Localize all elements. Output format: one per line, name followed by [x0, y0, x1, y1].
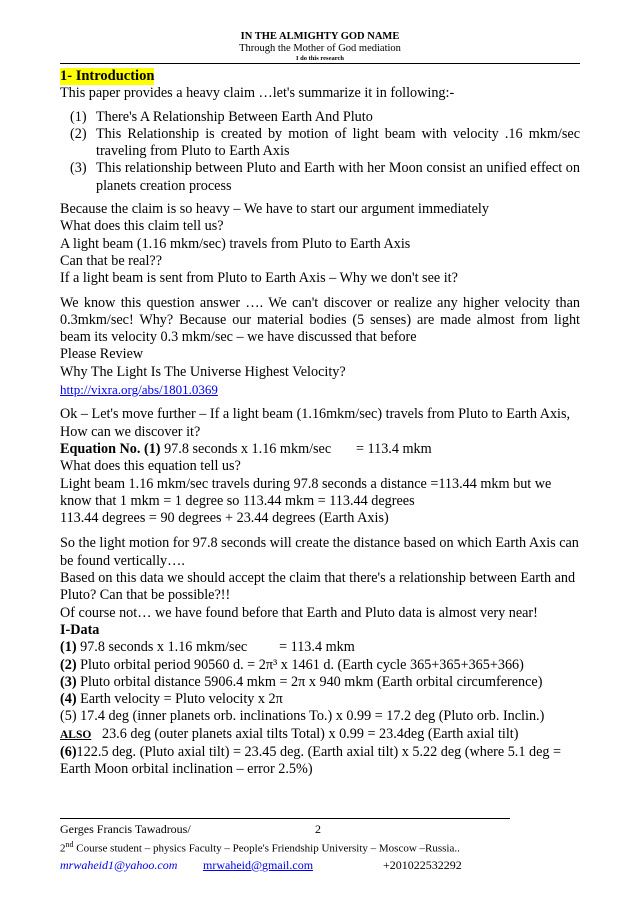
intro-sentence: This paper provides a heavy claim …let's summarize it in following:-: [60, 85, 455, 102]
equation-1: Equation No. (1) 97.8 seconds x 1.16 mkm/sec = 113.4 mkm: [60, 440, 432, 457]
idata-row: (6)122.5 deg. (Pluto axial tilt) = 23.45 deg. (Earth axial tilt) x 5.22 deg (where 5.1 deg = Earth Moon orbital inclination – error 2.5%): [60, 743, 562, 778]
page-header: [60, 30, 580, 63]
claim-item: (3) This relationship between Pluto and Earth with her Moon consist an unified effect on planets creation process: [70, 160, 580, 194]
footer-divider: [60, 818, 510, 819]
footer-affiliation: 2nd Course student – physics Faculty – People's Friendship University – Moscow –Russia..: [60, 840, 460, 855]
claim-item: (2) This Relationship is created by motion of light beam with velocity .16 mkm/sec traveling from Pluto to Earth Axis: [70, 125, 580, 160]
paragraph-velocity: We know this question answer …. We can't discover or realize any higher velocity than 0.3mkm/sec! Why? Because our material bodies (5 senses) are made almost from light beam its velocity 0.3 mkm/sec – we have discussed that before Please Review Why The Light Is The Universe Highest Velocity? http://vixra.org/abs/1801.0369: [60, 294, 580, 398]
idata-section: [60, 622, 580, 779]
header-title: IN THE ALMIGHTY GOD NAME: [240, 31, 400, 42]
footer-email-yahoo[interactable]: mrwaheid1@yahoo.com: [60, 857, 178, 872]
header-subtitle: Through the Mother of God mediation: [239, 43, 401, 54]
claim-item: (1) There's A Relationship Between Earth And Pluto: [70, 108, 373, 125]
footer-author: Gerges Francis Tawadrous/: [60, 822, 191, 836]
section-heading-introduction: 1- Introduction: [60, 68, 155, 84]
document-page: [60, 30, 580, 779]
idata-row: (2) Pluto orbital period 90560 d. = 2π³ x 1461 d. (Earth cycle 365+365+365+366): [60, 656, 524, 673]
idata-row-also: ALSO 23.6 deg (outer planets axial tilts Total) x 0.99 = 23.4deg (Earth axial tilt): [60, 725, 519, 742]
idata-row: (4) Earth velocity = Pluto velocity x 2π: [60, 691, 283, 708]
footer-phone: +201022532292: [383, 857, 462, 872]
idata-row: (5) 17.4 deg (inner planets orb. inclinations To.) x 0.99 = 17.2 deg (Pluto orb. Inclin.): [60, 708, 545, 725]
claims-list: [60, 109, 580, 195]
header-note: I do this research: [296, 55, 344, 62]
paragraph-earth-axis: So the light motion for 97.8 seconds will create the distance based on which Earth Axis can be found vertically…. Based on this data we should accept the claim that there's a relationship between Earth and Pluto? Can that be possible?!! Of course not… we have found before that Earth and Pluto data is almost very near!: [60, 535, 579, 621]
page-footer: [60, 818, 520, 874]
idata-row: (1) 97.8 seconds x 1.16 mkm/sec = 113.4 mkm: [60, 639, 355, 656]
paragraph-equation: Ok – Let's move further – If a light beam (1.16mkm/sec) travels from Pluto to Earth Axis, How can we discover it? Equation No. (1) 97.8 seconds x 1.16 mkm/sec = 113.4 mkm What does this equation tell us? Light beam 1.16 mkm/sec travels during 97.8 seconds a distance =113.44 mkm but we know that 1 mkm = 1 degree so 113.44 mkm = 113.44 degrees 113.44 degrees = 90 degrees + 23.44 degrees (Earth Axis): [60, 406, 580, 527]
paragraph-claim-discussion: Because the claim is so heavy – We have to start our argument immediately What does this claim tell us? A light beam (1.16 mkm/sec) travels from Pluto to Earth Axis Can that be real?? If a light beam is sent from Pluto to Earth Axis – Why we don't see it?: [60, 201, 489, 287]
idata-heading: I-Data: [60, 621, 100, 638]
footer-email-gmail[interactable]: mrwaheid@gmail.com: [203, 857, 314, 872]
page-number: 2: [315, 822, 321, 836]
header-divider: [60, 63, 580, 64]
vixra-reference-link[interactable]: http://vixra.org/abs/1801.0369: [60, 382, 218, 398]
idata-row: (3) Pluto orbital distance 5906.4 mkm = 2π x 940 mkm (Earth orbital circumference): [60, 673, 543, 690]
